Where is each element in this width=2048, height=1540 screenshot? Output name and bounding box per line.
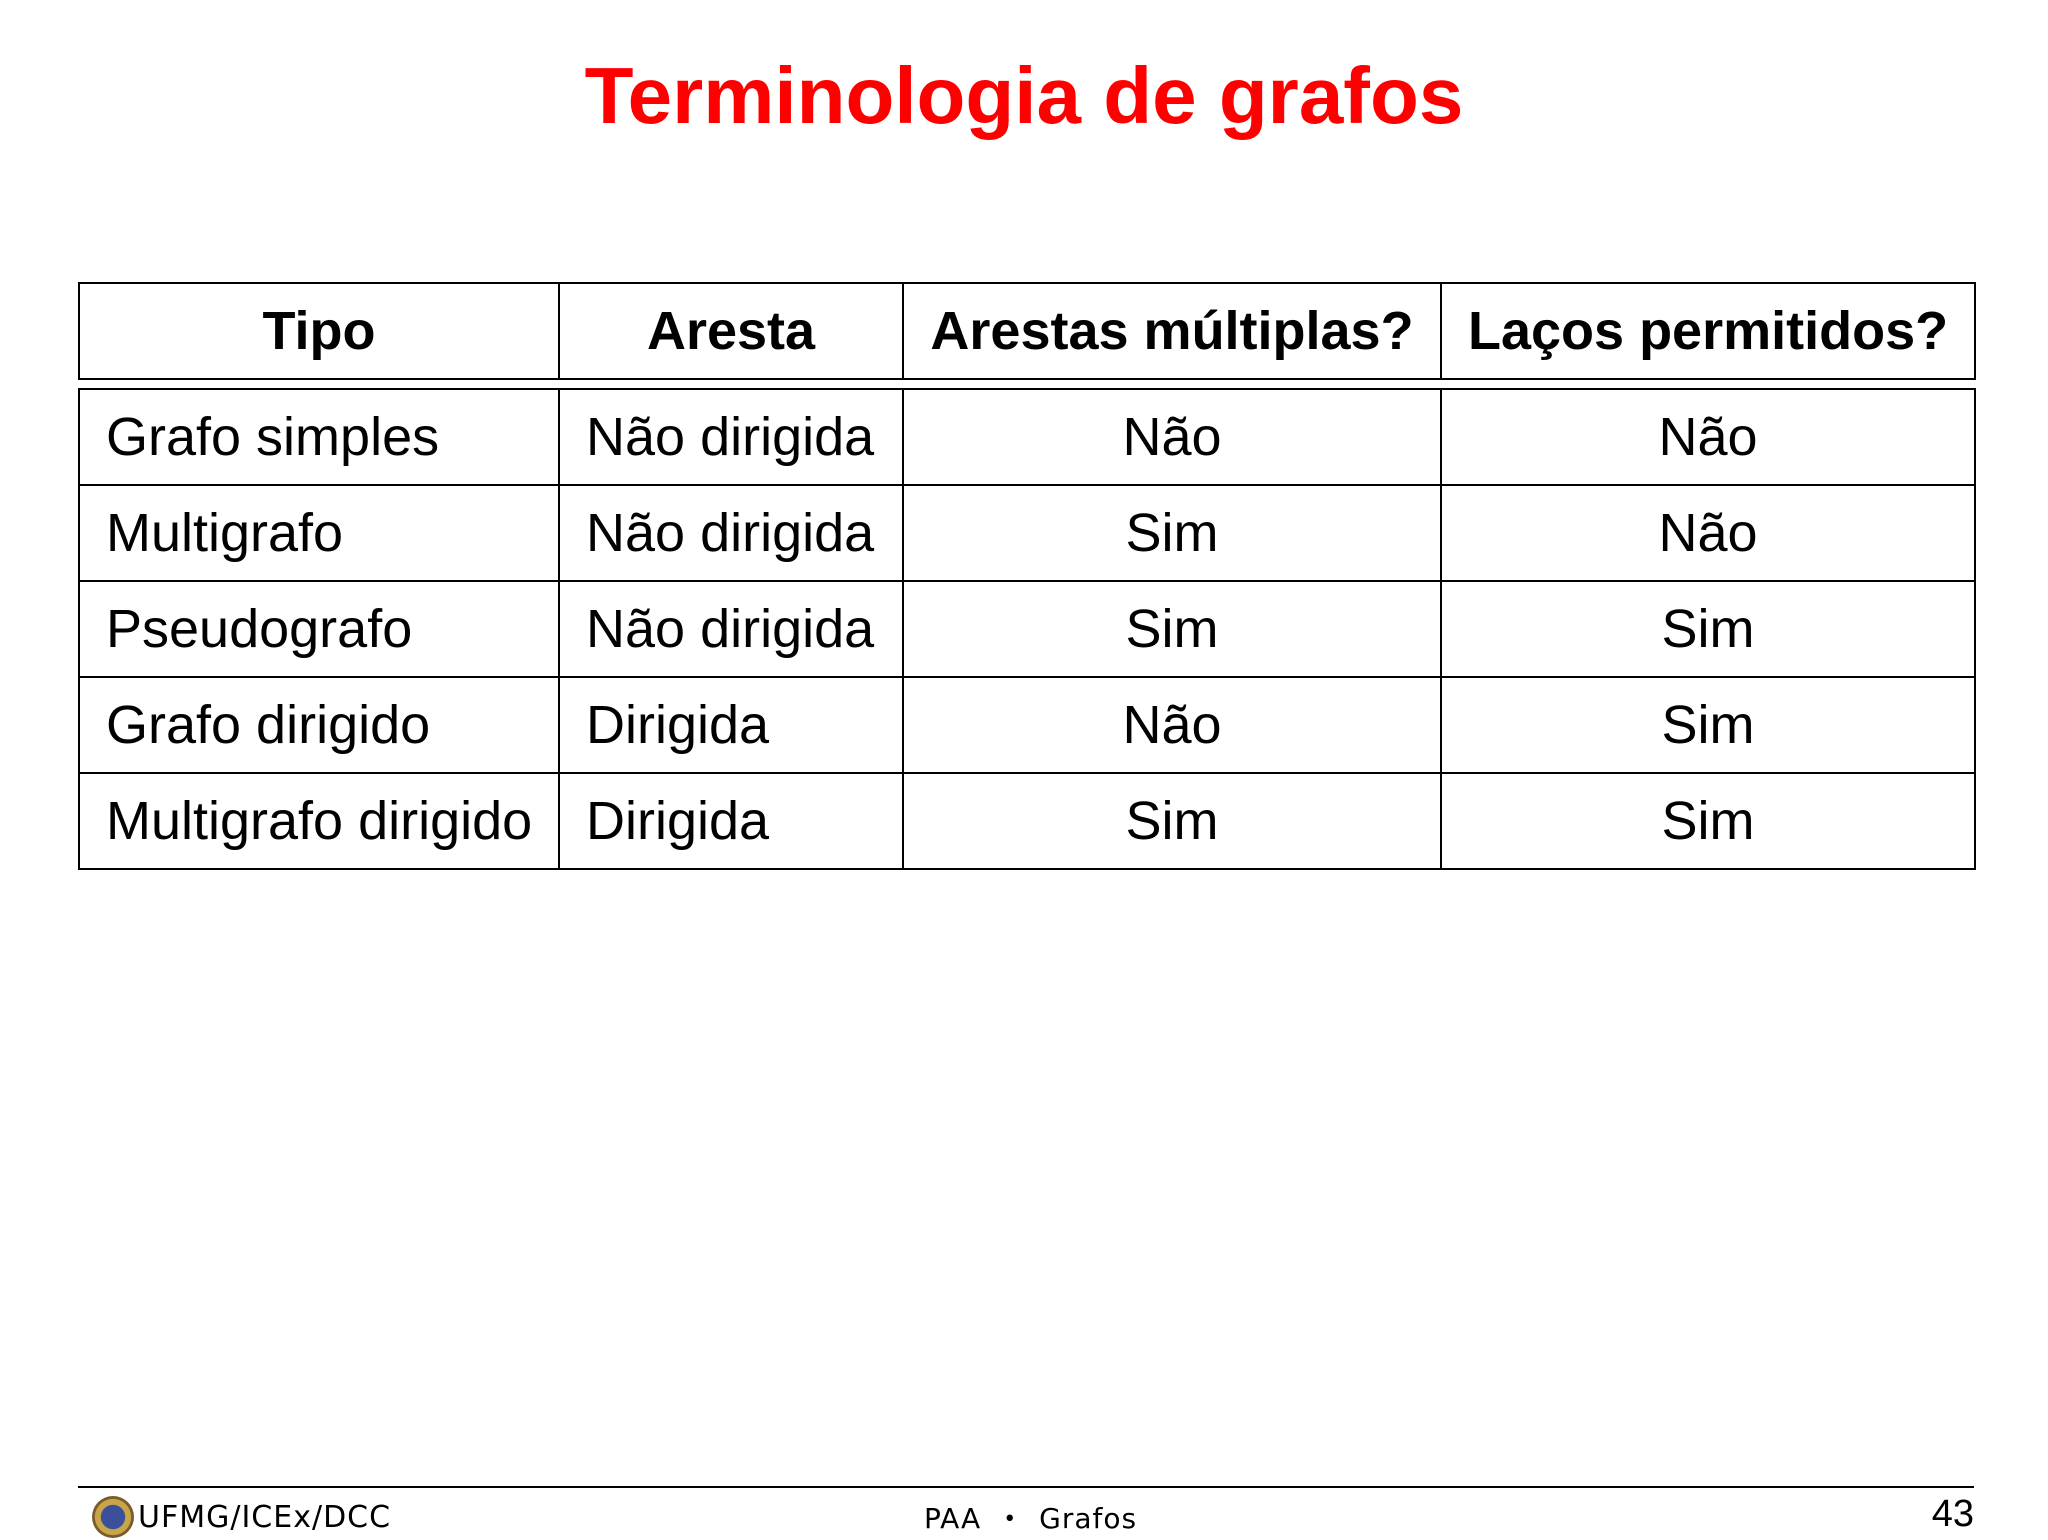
cell-tipo: Multigrafo dirigido <box>79 773 559 869</box>
cell-arestas-multiplas: Não <box>903 389 1441 485</box>
cell-aresta: Não dirigida <box>559 581 903 677</box>
table-row <box>79 677 1975 773</box>
cell-aresta: Não dirigida <box>559 389 903 485</box>
cell-aresta: Dirigida <box>559 773 903 869</box>
cell-lacos-permitidos: Não <box>1441 389 1975 485</box>
cell-lacos-permitidos: Sim <box>1441 581 1975 677</box>
cell-lacos-permitidos: Sim <box>1441 677 1975 773</box>
header-separator <box>79 379 1975 389</box>
table-header <box>79 283 1975 389</box>
header-aresta: Aresta <box>559 283 903 379</box>
header-lacos-permitidos: Laços permitidos? <box>1441 283 1975 379</box>
cell-tipo: Multigrafo <box>79 485 559 581</box>
cell-aresta: Não dirigida <box>559 485 903 581</box>
university-seal-icon <box>92 1496 134 1538</box>
cell-tipo: Grafo simples <box>79 389 559 485</box>
slide-title: Terminologia de grafos <box>584 51 1464 140</box>
bullet-icon: • <box>1003 1507 1018 1532</box>
footer-course <box>924 1502 1137 1537</box>
cell-arestas-multiplas: Sim <box>903 773 1441 869</box>
cell-lacos-permitidos: Sim <box>1441 773 1975 869</box>
table-row <box>79 485 1975 581</box>
table-row <box>79 389 1975 485</box>
table-row <box>79 581 1975 677</box>
cell-aresta: Dirigida <box>559 677 903 773</box>
footer-divider <box>78 1486 1974 1488</box>
table-row <box>79 773 1975 869</box>
header-tipo: Tipo <box>79 283 559 379</box>
cell-lacos-permitidos: Não <box>1441 485 1975 581</box>
cell-tipo: Grafo dirigido <box>79 677 559 773</box>
header-arestas-multiplas: Arestas múltiplas? <box>903 283 1441 379</box>
page-number: 43 <box>1931 1493 1974 1535</box>
footer-topic: Grafos <box>1039 1502 1138 1535</box>
cell-arestas-multiplas: Sim <box>903 485 1441 581</box>
cell-arestas-multiplas: Sim <box>903 581 1441 677</box>
footer-course-code: PAA <box>924 1502 982 1535</box>
header-row <box>79 283 1975 379</box>
terminology-table <box>78 282 1976 870</box>
cell-arestas-multiplas: Não <box>903 677 1441 773</box>
table-body <box>79 389 1975 869</box>
header-gap <box>79 379 1975 389</box>
cell-tipo: Pseudografo <box>79 581 559 677</box>
footer-institution: UFMG/ICEx/DCC <box>138 1500 392 1535</box>
